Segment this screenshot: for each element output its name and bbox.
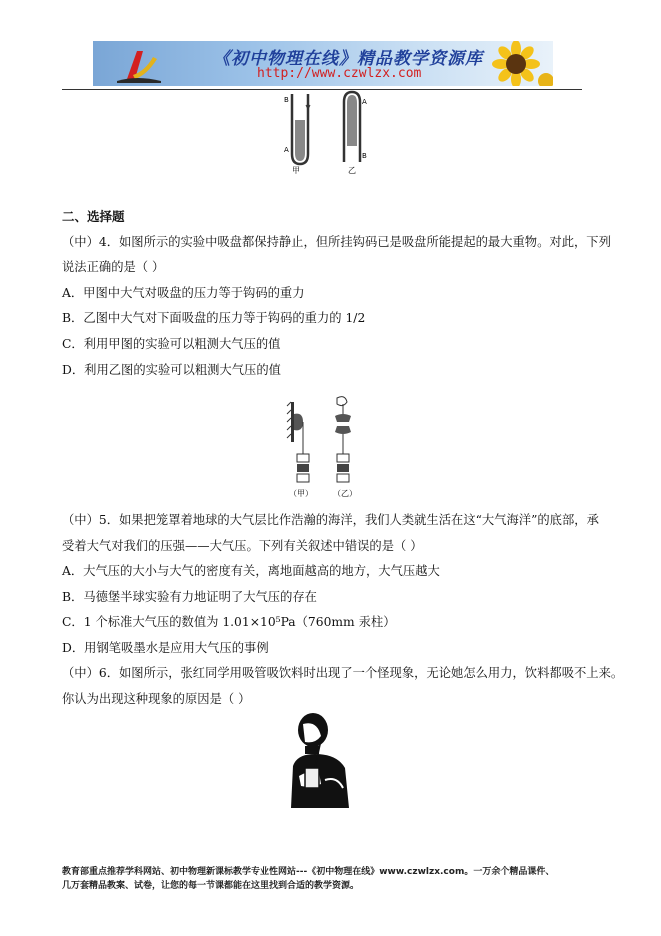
q5-option-d: D．用钢笔吸墨水是应用大气压的事例	[62, 641, 269, 655]
q4-line1: （中）4．如图所示的实验中吸盘都保持静止，但所挂钩码已是吸盘所能提起的最大重物。对此，下列	[62, 235, 611, 249]
q6-line1: （中）6．如图所示，张红同学用吸管吸饮料时出现了一个怪现象，无论她怎么用力，饮料都吸不上来。	[62, 666, 624, 680]
sunflower-image	[478, 41, 553, 86]
q4-option-d: D．利用乙图的实验可以粗测大气压的值	[62, 363, 281, 377]
caption-jia-2: （甲）	[289, 489, 313, 498]
caption-jia: 甲	[292, 166, 300, 175]
q4-option-c: C．利用甲图的实验可以粗测大气压的值	[62, 337, 281, 351]
banner-url: http://www.czwlzx.com	[257, 66, 422, 81]
figure-u-tubes	[278, 90, 378, 175]
label-b-left: B	[284, 96, 289, 104]
q4-option-a: A．甲图中大气对吸盘的压力等于钩码的重力	[62, 286, 305, 300]
footer-line1: 教育部重点推荐学科网站、初中物理新课标教学专业性网站---《初中物理在线》www.czwlzx.com。一万余个精品课件、	[62, 867, 555, 877]
figure-suction-cups	[285, 396, 370, 500]
caption-yi-2: （乙）	[333, 489, 357, 498]
banner-title: 《初中物理在线》精品教学资源库	[213, 49, 483, 69]
q5-option-c: C．1 个标准大气压的数值为 1.01×10⁵Pa（760mm 汞柱）	[62, 615, 396, 629]
caption-yi: 乙	[348, 166, 356, 175]
q5-option-b: B．马德堡半球实验有力地证明了大气压的存在	[62, 590, 317, 604]
q4-option-b: B．乙图中大气对下面吸盘的压力等于钩码的重力的 1/2	[62, 311, 366, 325]
q5-line1: （中）5．如果把笼罩着地球的大气层比作浩瀚的海洋，我们人类就生活在这“大气海洋”的底部，承	[62, 513, 599, 527]
label-a-left: A	[284, 146, 289, 154]
q5-option-a: A．大气压的大小与大气的密度有关，离地面越高的地方，大气压越大	[62, 564, 440, 578]
q6-line2: 你认为出现这种现象的原因是（ ）	[62, 692, 251, 706]
q5-line2: 受着大气对我们的压强——大气压。下列有关叙述中错误的是（ ）	[62, 539, 423, 553]
section-heading: 二、选择题	[62, 209, 125, 224]
label-a-right: A	[362, 98, 367, 106]
q4-line2: 说法正确的是（ ）	[62, 260, 165, 274]
footer-line2: 几万套精品教案、试卷，让您的每一节课都能在这里找到合适的教学资源。	[62, 881, 360, 891]
label-b-right: B	[362, 152, 367, 160]
figure-girl-straw	[285, 710, 355, 808]
header-banner	[93, 41, 553, 86]
site-logo	[113, 45, 173, 83]
